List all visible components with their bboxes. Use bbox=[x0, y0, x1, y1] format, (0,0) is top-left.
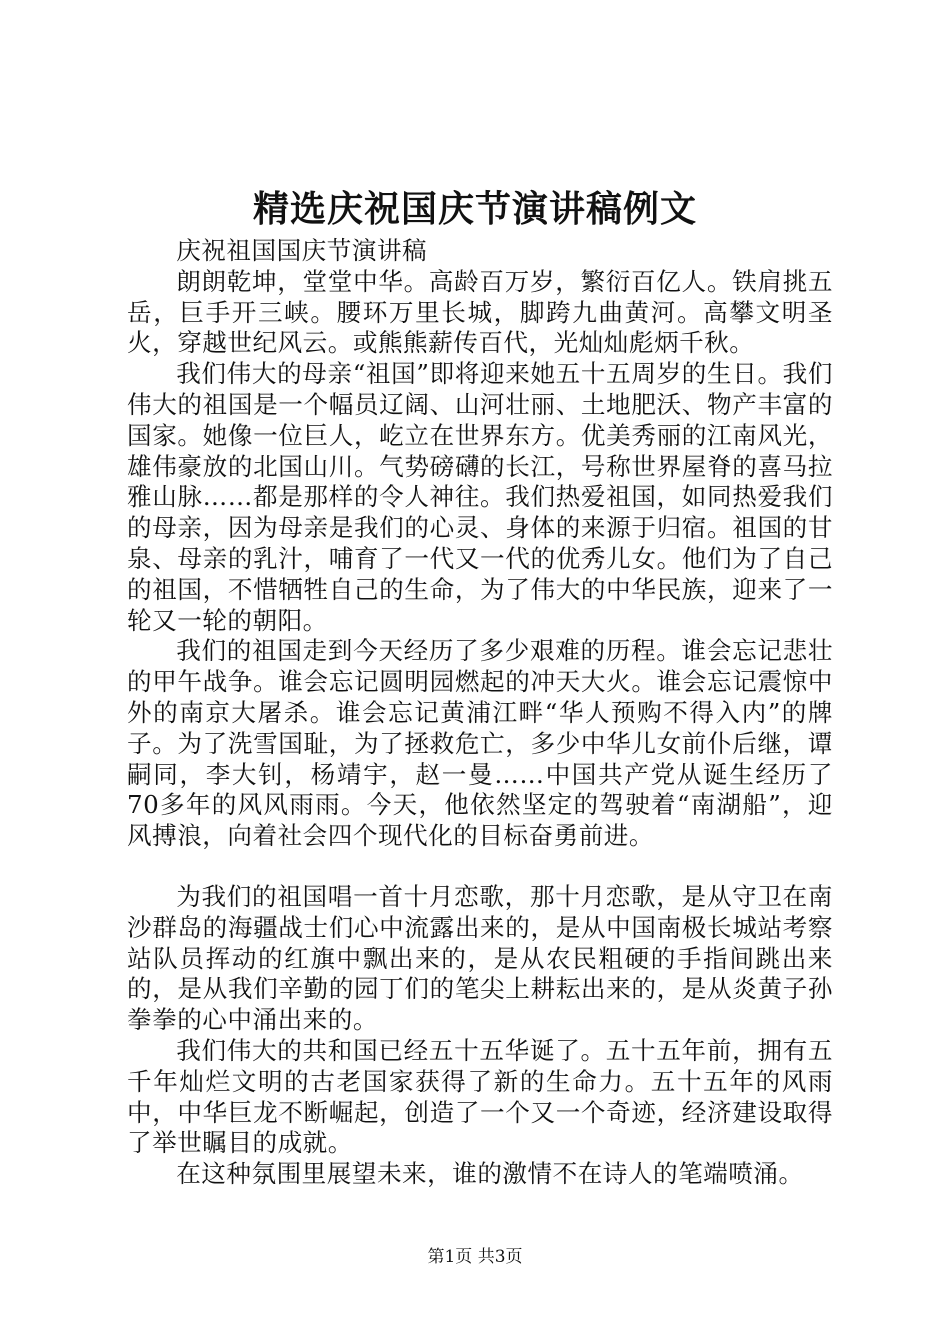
paragraph: 我们伟大的共和国已经五十五华诞了。五十五年前，拥有五千年灿烂文明的古老国家获得了新的生命力。五十五年的风雨中，中华巨龙不断崛起，创造了一个又一个奇迹，经济建设取得了举世瞩目的成就。 bbox=[127, 1035, 833, 1158]
document-title: 精选庆祝国庆节演讲稿例文 bbox=[252, 188, 697, 230]
paragraph: 在这种氛围里展望未来，谁的激情不在诗人的笔端喷涌。 bbox=[176, 1159, 804, 1189]
speech-subtitle: 庆祝祖国国庆节演讲稿 bbox=[176, 236, 428, 265]
paragraph: 朗朗乾坤，堂堂中华。高龄百万岁，繁衍百亿人。铁肩挑五岳，巨手开三峡。腰环万里长城，脚跨九曲黄河。高攀文明圣火，穿越世纪风云。或熊熊薪传百代，光灿灿彪炳千秋。 bbox=[127, 266, 833, 358]
document-body bbox=[127, 236, 833, 1190]
paragraph: 为我们的祖国唱一首十月恋歌，那十月恋歌，是从守卫在南沙群岛的海疆战士们心中流露出来的，是从中国南极长城站考察站队员挥动的红旗中飘出来的，是从农民粗硬的手指间跳出来的，是从我们辛勤的园丁们的笔尖上耕耘出来的，是从炎黄子孙拳拳的心中涌出来的。 bbox=[127, 881, 833, 1035]
paragraph: 我们的祖国走到今天经历了多少艰难的历程。谁会忘记悲壮的甲午战争。谁会忘记圆明园燃起的冲天大火。谁会忘记震惊中外的南京大屠杀。谁会忘记黄浦江畔“华人预购不得入内”的牌子。为了洗雪国耻，为了拯救危亡，多少中华儿女前仆后继，谭嗣同，李大钊，杨靖宇，赵一曼……中国共产党从诞生经历了70多年的风风雨雨。今天，他依然坚定的驾驶着“南湖船”，迎风搏浪，向着社会四个现代化的目标奋勇前进。 bbox=[127, 636, 833, 851]
paragraph: 我们伟大的母亲“祖国”即将迎来她五十五周岁的生日。我们伟大的祖国是一个幅员辽阔、山河壮丽、土地肥沃、物产丰富的国家。她像一位巨人，屹立在世界东方。优美秀丽的江南风光，雄伟豪放的北国山川。气势磅礴的长江，号称世界屋脊的喜马拉雅山脉……都是那样的令人神往。我们热爱祖国，如同热爱我们的母亲，因为母亲是我们的心灵、身体的来源于归宿。祖国的甘泉、母亲的乳汁，哺育了一代又一代的优秀儿女。他们为了自己的祖国，不惜牺牲自己的生命，为了伟大的中华民族，迎来了一轮又一轮的朝阳。 bbox=[127, 359, 833, 635]
page-footer: 第1页 共3页 bbox=[427, 1247, 523, 1267]
